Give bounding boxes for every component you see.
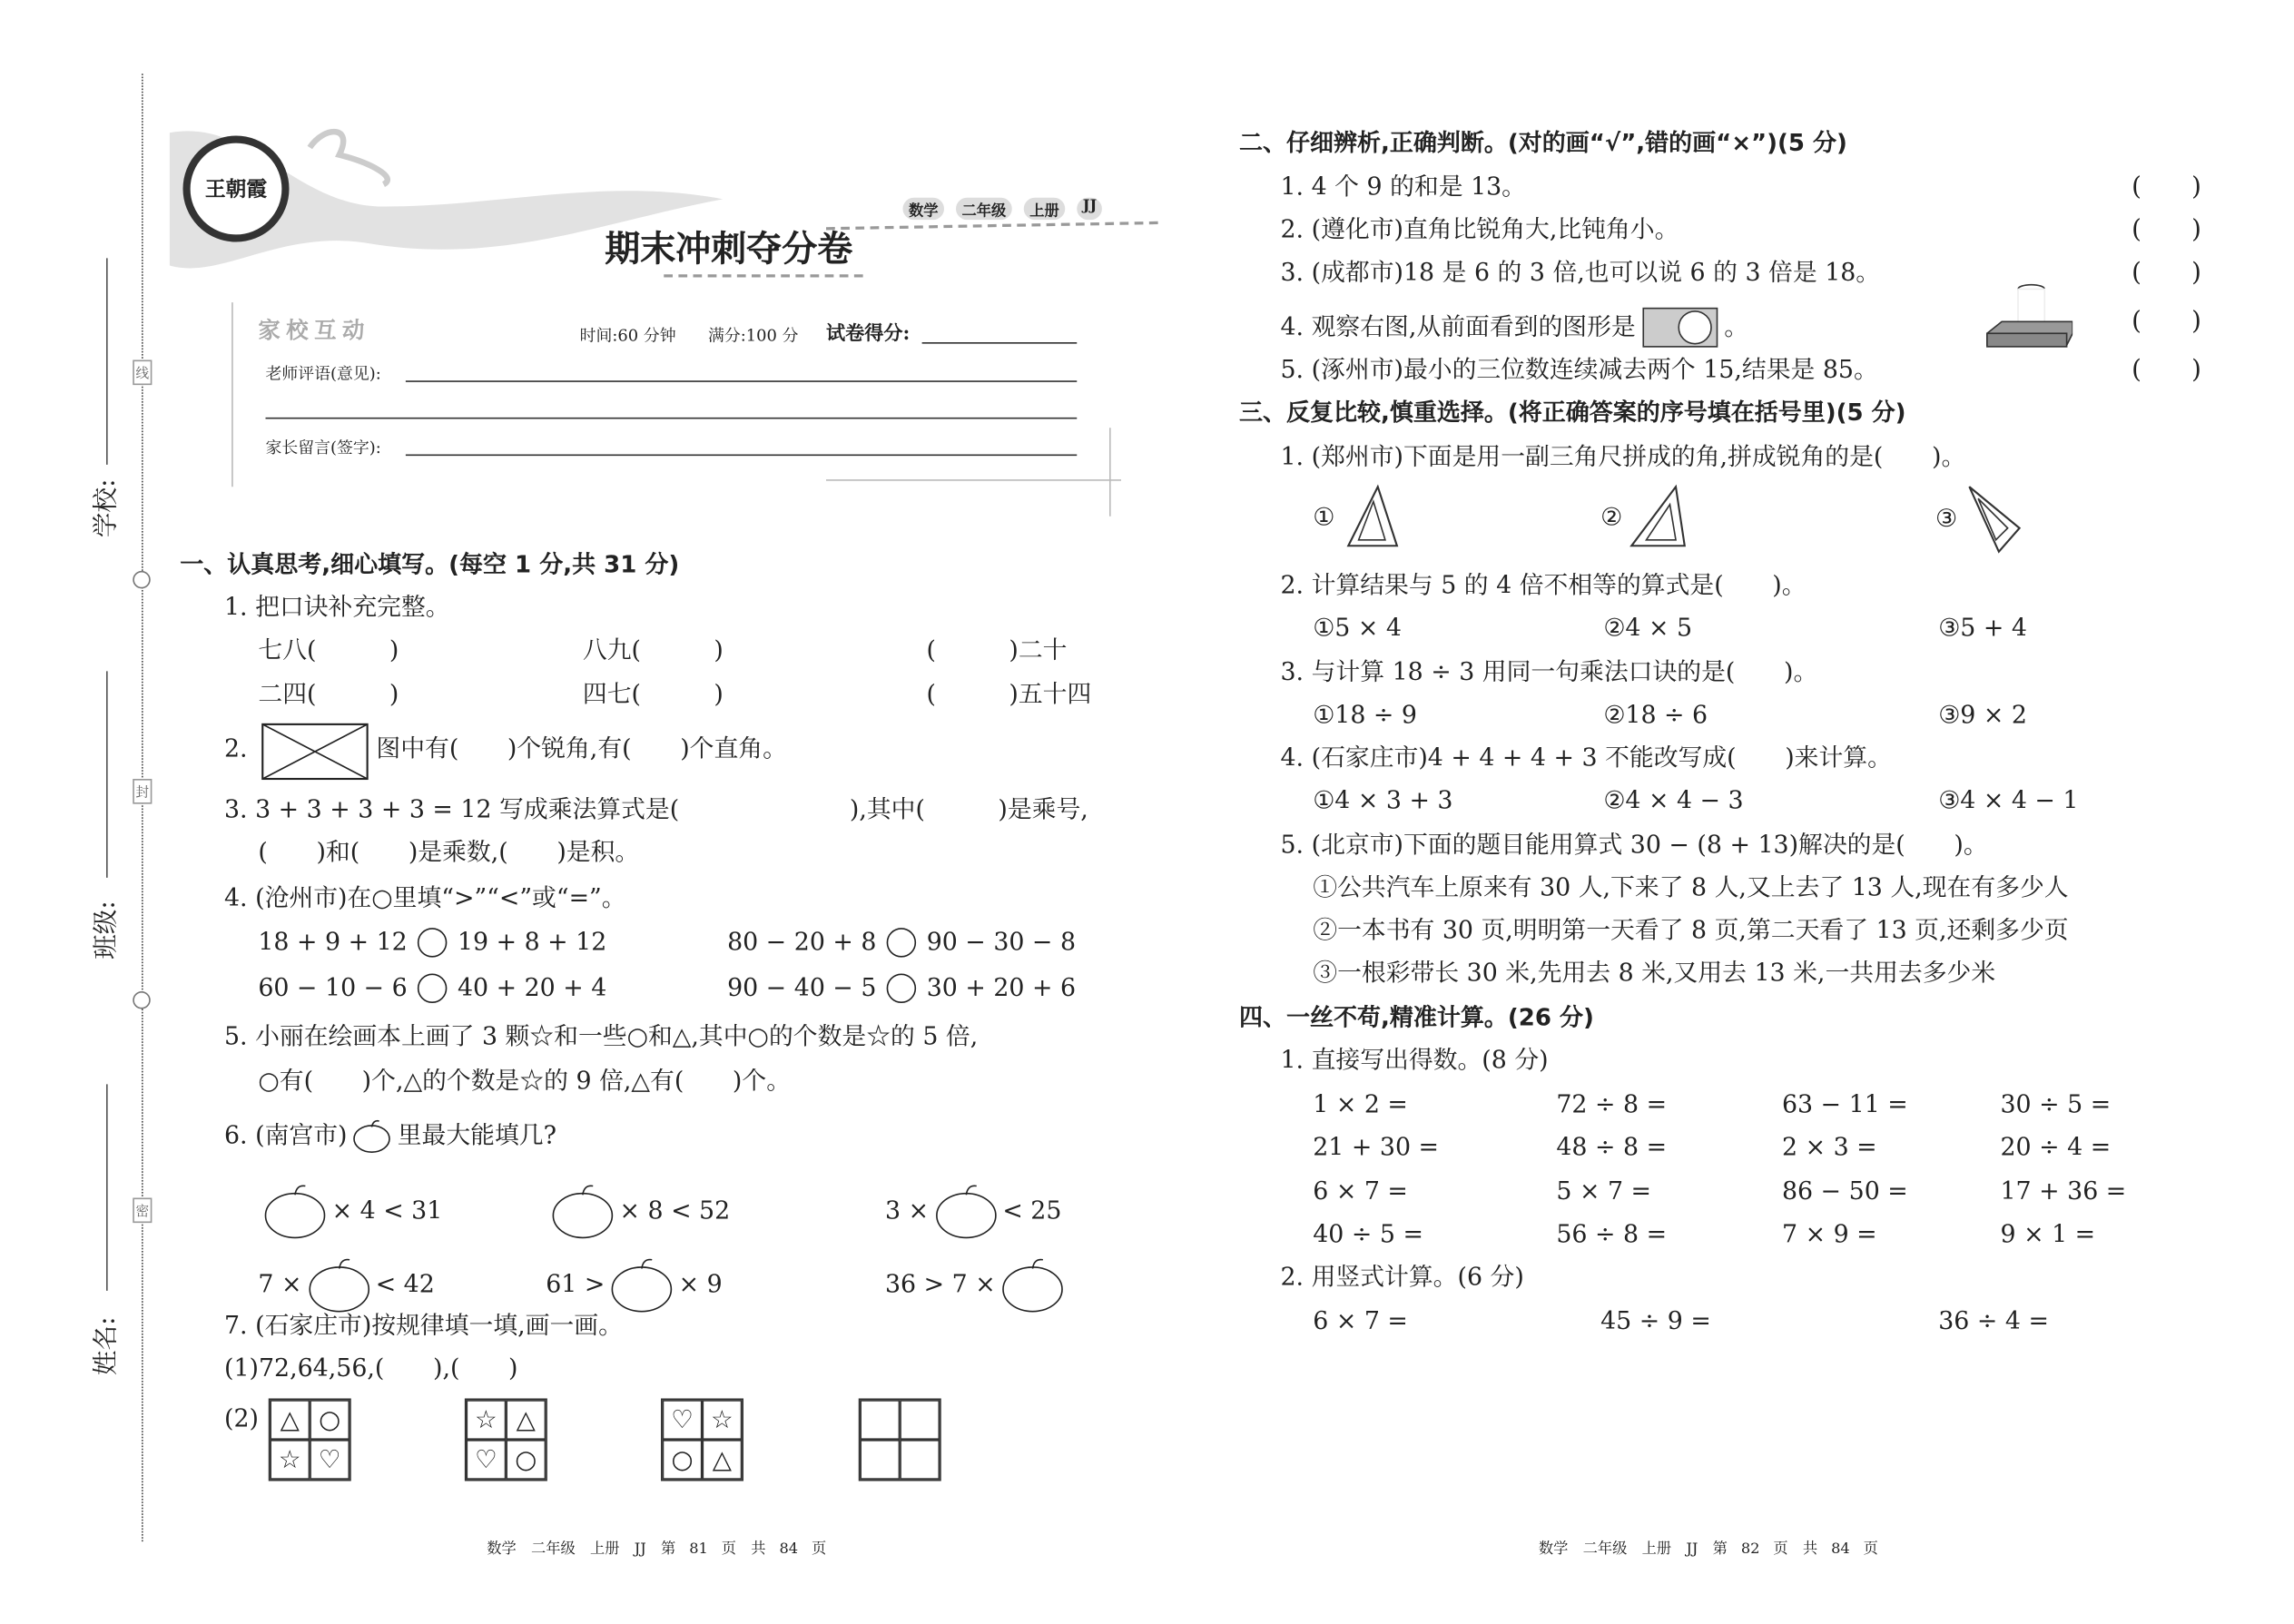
judge-item-text: 4. 观察右图,从前面看到的图形是	[1280, 312, 1636, 341]
vertical-calc-item[interactable]: 6 × 7 =	[1313, 1306, 1408, 1335]
q1-6-prefix: 6. (南宫市)	[224, 1121, 348, 1149]
calc-item[interactable]: 2 × 3 =	[1782, 1133, 1877, 1161]
apple-blank-input[interactable]	[552, 1183, 614, 1239]
grid-cell[interactable]	[860, 1400, 900, 1440]
calc-item[interactable]: 9 × 1 =	[2000, 1219, 2096, 1248]
time-limit: 时间:60 分钟	[579, 326, 676, 346]
footer-left: 数学 二年级 上册 JJ 第 81 页 共 84 页	[487, 1541, 827, 1558]
calc-item[interactable]: 40 ÷ 5 =	[1313, 1219, 1423, 1248]
grid-cell: ☆	[270, 1440, 310, 1480]
choice-option[interactable]: ③4 × 4 − 1	[1938, 786, 2079, 814]
teacher-comment-field-2[interactable]	[266, 418, 1078, 419]
q1-1-blank[interactable]: 八九( )	[582, 635, 724, 664]
compare-right: 90 − 30 − 8	[926, 928, 1077, 956]
grid-cell[interactable]	[900, 1440, 940, 1480]
apple-inequality	[258, 1183, 442, 1239]
class-label: 班级:	[92, 901, 122, 960]
compare-circle-input[interactable]	[887, 974, 917, 1004]
section-4-title: 四、一丝不苟,精准计算。(26 分)	[1239, 1003, 1594, 1031]
school-label: 学校:	[92, 478, 122, 538]
vertical-calc-item[interactable]: 36 ÷ 4 =	[1938, 1306, 2049, 1335]
q1-5-line1: 5. 小丽在绘画本上画了 3 颗☆和一些○和△,其中○的个数是☆的 5 倍,	[224, 1022, 979, 1050]
calc-item[interactable]: 63 − 11 =	[1782, 1089, 1908, 1118]
answer-paren[interactable]: ()	[2132, 258, 2252, 288]
grid-cell: △	[506, 1400, 546, 1440]
q1-4-text: 4. (沧州市)在○里填“>”“<”或“=”。	[224, 883, 626, 912]
inequality-right: × 4 < 31	[331, 1196, 443, 1225]
page-title: 期末冲刺夺分卷	[605, 227, 853, 271]
parent-message-label: 家长留言(签字):	[265, 438, 381, 458]
option-label: ③	[1935, 504, 1958, 533]
q3-4-text: 4. (石家庄市)4 + 4 + 4 + 3 不能改写成( )来计算。	[1280, 743, 1892, 772]
family-box-border	[231, 302, 233, 487]
q1-1-blank[interactable]: ( )五十四	[926, 680, 1092, 708]
grid-cell: ♡	[310, 1440, 350, 1480]
q1-7-part2-label: (2)	[224, 1404, 259, 1432]
grid-cell[interactable]	[860, 1440, 900, 1480]
teacher-comment-label: 老师评语(意见):	[265, 364, 381, 384]
subject-tags	[903, 198, 1115, 220]
apple-inequality	[885, 1257, 1069, 1314]
binding-line	[142, 74, 143, 1541]
cylinder-on-block-figure	[1984, 281, 2073, 351]
section-3-title: 三、反复比较,慎重选择。(将正确答案的序号填在括号里)(5 分)	[1239, 398, 1906, 427]
compare-item	[258, 974, 606, 1004]
apple-inequality	[258, 1257, 434, 1314]
pattern-grid	[269, 1399, 351, 1481]
judge-item: 5. (涿州市)最小的三位数连续减去两个 15,结果是 85。	[1280, 355, 1878, 384]
score-field[interactable]	[922, 342, 1078, 344]
compare-circle-input[interactable]	[418, 974, 448, 1004]
apple-blank-input[interactable]	[935, 1183, 997, 1239]
seal-seal-mark: 封	[133, 779, 152, 804]
front-view-figure	[1641, 307, 1718, 349]
school-field[interactable]	[106, 258, 108, 465]
q1-1-blank[interactable]: 七八( )	[258, 635, 399, 664]
grid-cell: △	[703, 1440, 743, 1480]
triangle-rulers-figure	[1341, 484, 1400, 550]
choice-option[interactable]	[1313, 484, 1400, 550]
choice-option[interactable]: ②4 × 5	[1603, 614, 1693, 642]
compare-circle-input[interactable]	[418, 928, 448, 958]
calc-item[interactable]: 56 ÷ 8 =	[1556, 1219, 1668, 1248]
rectangle-with-diagonals-figure	[261, 723, 369, 780]
grid-cell: ☆	[703, 1400, 743, 1440]
calc-item[interactable]: 1 × 2 =	[1313, 1089, 1408, 1118]
q1-6-suffix: 里最大能填几?	[397, 1121, 557, 1149]
compare-right: 40 + 20 + 4	[457, 973, 607, 1002]
apple-blank-input[interactable]	[611, 1257, 673, 1314]
parent-message-field[interactable]	[406, 455, 1077, 457]
judge-item: 2. (遵化市)直角比锐角大,比钝角小。	[1280, 215, 1679, 244]
judge-item: 1. 4 个 9 的和是 13。	[1280, 172, 1527, 201]
compare-item	[727, 928, 1076, 958]
answer-paren[interactable]: ()	[2132, 172, 2252, 202]
q1-7-part1: (1)72,64,56,( ),( )	[224, 1353, 518, 1383]
choice-option[interactable]	[1600, 484, 1688, 550]
full-score: 满分:100 分	[708, 326, 799, 346]
inequality-left: 3 ×	[885, 1196, 930, 1225]
pattern-grid	[661, 1399, 743, 1481]
inequality-left: 61 >	[546, 1270, 605, 1298]
q1-1-blank[interactable]: 四七( )	[582, 680, 724, 708]
apple-icon	[353, 1118, 391, 1154]
grid-cell: ☆	[467, 1400, 507, 1440]
grid-cell: ○	[310, 1400, 350, 1440]
section-2-title: 二、仔细辨析,正确判断。(对的画“√”,错的画“×”)(5 分)	[1239, 128, 1847, 157]
q1-6-text	[224, 1118, 556, 1154]
dashed-decoration	[826, 221, 1158, 231]
answer-paren[interactable]: ()	[2132, 355, 2252, 386]
calc-item[interactable]: 6 × 7 =	[1313, 1176, 1408, 1206]
calc-item[interactable]: 72 ÷ 8 =	[1556, 1089, 1668, 1118]
q4-2-text: 2. 用竖式计算。(6 分)	[1280, 1263, 1524, 1291]
q3-5-text: 5. (北京市)下面的题目能用算式 30 − (8 + 13)解决的是( )。	[1280, 830, 1988, 859]
grid-cell: ♡	[663, 1400, 703, 1440]
apple-blank-input[interactable]	[264, 1183, 326, 1239]
choice-option[interactable]	[1935, 484, 2023, 555]
section-1-title: 一、认真思考,细心填写。(每空 1 分,共 31 分)	[180, 550, 680, 578]
q3-1-text: 1. (郑州市)下面是用一副三角尺拼成的角,拼成锐角的是( )。	[1280, 442, 1966, 471]
option-label: ②	[1600, 502, 1623, 531]
q1-1-blank[interactable]: ( )二十	[926, 635, 1068, 664]
compare-circle-input[interactable]	[887, 928, 917, 958]
judge-item: 3. (成都市)18 是 6 的 3 倍,也可以说 6 的 3 倍是 18。	[1280, 258, 1881, 287]
compare-right: 19 + 8 + 12	[457, 928, 607, 956]
compare-left: 90 − 40 − 5	[727, 973, 877, 1002]
binding-hole	[133, 991, 151, 1009]
seal-secret-mark: 密	[133, 1198, 152, 1224]
calc-item[interactable]: 5 × 7 =	[1556, 1176, 1652, 1206]
calc-item[interactable]: 7 × 9 =	[1782, 1219, 1877, 1248]
score-label: 试卷得分:	[826, 322, 911, 346]
pattern-grid	[465, 1399, 547, 1481]
q1-7-text: 7. (石家庄市)按规律填一填,画一画。	[224, 1311, 623, 1340]
judge-item	[1281, 307, 1749, 349]
dashed-decoration	[664, 274, 862, 277]
q1-5-line2: ○有( )个,△的个数是☆的 9 倍,△有( )个。	[258, 1066, 792, 1095]
tag-subject: 数学	[903, 198, 945, 220]
inequality-right: × 8 < 52	[619, 1196, 731, 1225]
grid-cell[interactable]	[900, 1400, 940, 1440]
apple-blank-input[interactable]	[1001, 1257, 1063, 1314]
choice-option[interactable]: ①4 × 3 + 3	[1313, 786, 1453, 814]
choice-option[interactable]: ①公共汽车上原来有 30 人,下来了 8 人,又上去了 13 人,现在有多少人	[1313, 873, 2069, 901]
brand-logo	[183, 136, 290, 242]
teacher-comment-field[interactable]	[406, 380, 1077, 382]
q1-3-line1: 3. 3 + 3 + 3 + 3 = 12 写成乘法算式是( ),其中( )是乘号,	[224, 794, 1088, 823]
calc-item[interactable]: 48 ÷ 8 =	[1556, 1133, 1668, 1161]
choice-option[interactable]: ③9 × 2	[1938, 700, 2027, 729]
compare-item	[727, 974, 1076, 1004]
choice-option[interactable]: ①5 × 4	[1313, 614, 1402, 642]
calc-item[interactable]: 86 − 50 =	[1782, 1176, 1908, 1206]
triangle-rulers-figure	[1629, 484, 1688, 550]
compare-right: 30 + 20 + 6	[926, 973, 1077, 1002]
name-field[interactable]	[106, 1084, 108, 1291]
choice-option[interactable]: ③5 + 4	[1938, 614, 2027, 642]
grid-cell: ○	[663, 1440, 703, 1480]
calc-item[interactable]: 21 + 30 =	[1313, 1133, 1440, 1161]
compare-left: 60 − 10 − 6	[258, 973, 408, 1002]
choice-option[interactable]: ②一本书有 30 页,明明第一天看了 8 页,第二天看了 13 页,还剩多少页	[1313, 916, 2069, 944]
family-heading: 家校互动	[258, 317, 370, 344]
family-box-border	[1109, 428, 1111, 517]
compare-item	[258, 928, 606, 958]
inequality-left: 7 ×	[258, 1270, 302, 1298]
name-label: 姓名:	[92, 1316, 122, 1376]
vertical-calc-item[interactable]: 45 ÷ 9 =	[1600, 1306, 1711, 1335]
seal-line-mark: 线	[133, 360, 152, 386]
q3-3-text: 3. 与计算 18 ÷ 3 用同一句乘法口诀的是( )。	[1280, 657, 1818, 686]
choice-option[interactable]: ①18 ÷ 9	[1313, 700, 1417, 729]
triangle-rulers-figure	[1964, 484, 2023, 555]
period: 。	[1724, 312, 1749, 341]
pattern-grid-answer[interactable]	[859, 1399, 941, 1481]
grid-cell: △	[270, 1400, 310, 1440]
inequality-right: < 42	[375, 1270, 435, 1298]
compare-left: 80 − 20 + 8	[727, 928, 877, 956]
q1-1-text: 1. 把口诀补充完整。	[224, 593, 450, 622]
tag-edition: JJ	[1077, 198, 1102, 220]
q1-3-line2: ( )和( )是乘数,( )是积。	[258, 838, 640, 866]
q1-1-blank[interactable]: 二四( )	[258, 680, 399, 708]
grid-cell: ○	[506, 1440, 546, 1480]
calc-item[interactable]: 20 ÷ 4 =	[2000, 1133, 2112, 1161]
choice-option[interactable]: ②18 ÷ 6	[1603, 700, 1708, 729]
calc-item[interactable]: 17 + 36 =	[2000, 1176, 2127, 1206]
inequality-right: × 9	[678, 1270, 723, 1298]
choice-option[interactable]: ②4 × 4 − 3	[1603, 786, 1744, 814]
family-box-border	[826, 479, 1121, 481]
q3-2-text: 2. 计算结果与 5 的 4 倍不相等的算式是( )。	[1280, 570, 1807, 599]
q1-2-number: 2.	[224, 734, 248, 763]
grid-cell: ♡	[467, 1440, 507, 1480]
q4-1-text: 1. 直接写出得数。(8 分)	[1280, 1046, 1549, 1074]
binding-hole	[133, 571, 151, 589]
tag-grade: 二年级	[956, 198, 1012, 220]
option-label: ①	[1313, 502, 1335, 531]
apple-inequality	[546, 1183, 730, 1239]
answer-paren[interactable]: ()	[2132, 307, 2252, 337]
compare-left: 18 + 9 + 12	[258, 928, 408, 956]
footer-right: 数学 二年级 上册 JJ 第 82 页 共 84 页	[1538, 1541, 1878, 1558]
answer-paren[interactable]: ()	[2132, 215, 2252, 245]
apple-inequality	[885, 1183, 1061, 1239]
apple-blank-input[interactable]	[308, 1257, 369, 1314]
brand-name: 王朝霞	[204, 178, 268, 202]
tag-volume: 上册	[1024, 198, 1066, 220]
calc-item[interactable]: 30 ÷ 5 =	[2000, 1089, 2112, 1118]
choice-option[interactable]: ③一根彩带长 30 米,先用去 8 米,又用去 13 米,一共用去多少米	[1313, 959, 1996, 988]
inequality-right: < 25	[1002, 1196, 1062, 1225]
apple-inequality	[546, 1257, 722, 1314]
inequality-left: 36 > 7 ×	[885, 1270, 996, 1298]
class-field[interactable]	[106, 671, 108, 878]
q1-2-text: 图中有( )个锐角,有( )个直角。	[376, 734, 787, 763]
